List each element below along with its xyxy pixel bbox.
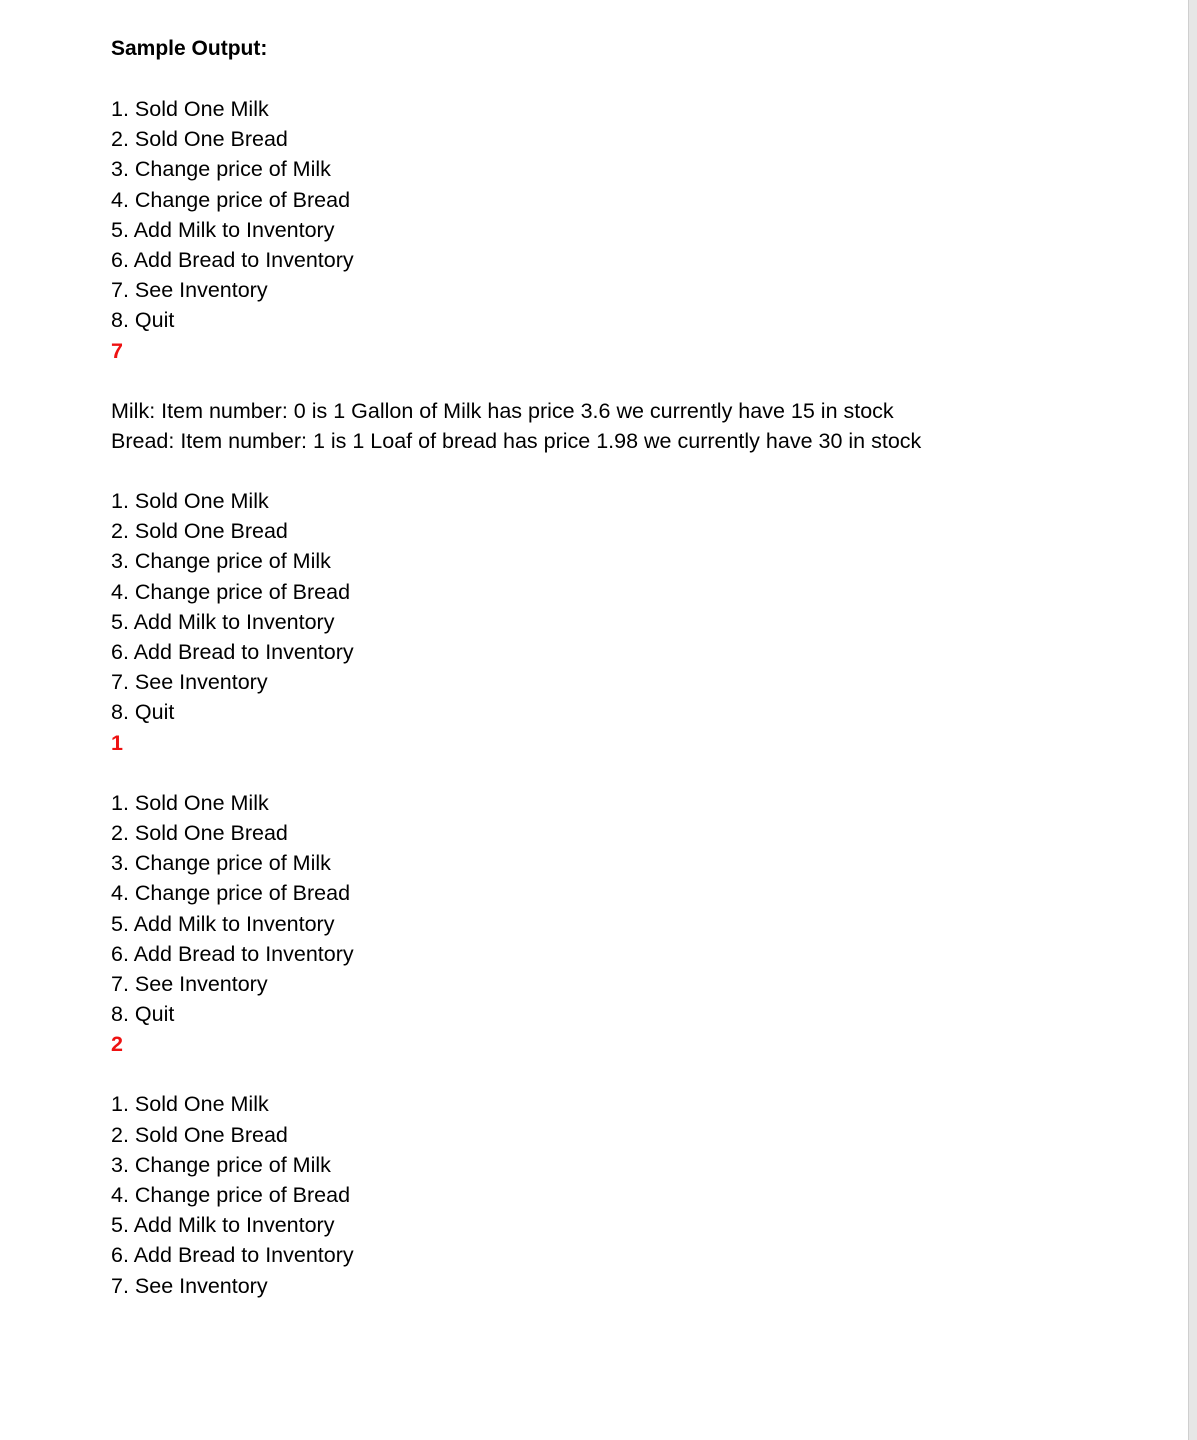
menu-item: 8. Quit	[111, 1002, 175, 1027]
menu-item: 8. Quit	[111, 308, 175, 333]
menu-item: 1. Sold One Milk	[111, 97, 269, 121]
inventory-milk-line: Milk: Item number: 0 is 1 Gallon of Milk has price 3.6 we currently have 15 in stock	[111, 398, 894, 423]
menu-block-4	[111, 1089, 1171, 1300]
spacer	[111, 366, 1171, 396]
menu-block-2	[111, 486, 1171, 728]
spacer	[111, 1059, 1171, 1089]
menu-item: 1. Sold One Milk	[111, 489, 269, 514]
menu-block-1	[111, 94, 1171, 336]
menu-item: 4. Change price of Bread	[111, 579, 351, 604]
user-input: 7	[111, 338, 123, 363]
menu-item: 2. Sold One Bread	[111, 519, 288, 544]
inventory-bread-line: Bread: Item number: 1 is 1 Loaf of bread has price 1.98 we currently have 30 in stock	[111, 428, 922, 453]
menu-item: 4. Change price of Bread	[111, 881, 351, 906]
menu-item: 1. Sold One Milk	[111, 790, 269, 815]
spacer	[111, 758, 1171, 788]
menu-item: 5. Add Milk to Inventory	[111, 1213, 335, 1238]
menu-item: 5. Add Milk to Inventory	[111, 911, 335, 936]
menu-item: 3. Change price of Milk	[111, 157, 331, 182]
menu-item: 6. Add Bread to Inventory	[111, 640, 354, 664]
page-edge-divider	[1188, 0, 1197, 1440]
user-input: 1	[111, 730, 123, 755]
menu-item: 5. Add Milk to Inventory	[111, 609, 335, 634]
spacer	[111, 64, 1171, 94]
menu-block-3	[111, 788, 1171, 1030]
menu-item: 7. See Inventory	[111, 971, 268, 996]
menu-item: 3. Change price of Milk	[111, 1152, 331, 1177]
menu-item: 6. Add Bread to Inventory	[111, 247, 354, 272]
menu-item: 3. Change price of Milk	[111, 851, 331, 876]
menu-item: 6. Add Bread to Inventory	[111, 1243, 354, 1268]
menu-item: 2. Sold One Bread	[111, 127, 288, 152]
menu-item: 7. See Inventory	[111, 670, 268, 695]
menu-item: 5. Add Milk to Inventory	[111, 217, 335, 242]
menu-item: 7. See Inventory	[111, 278, 268, 303]
document-content	[111, 34, 1171, 1301]
menu-item: 3. Change price of Milk	[111, 549, 331, 574]
menu-item: 2. Sold One Bread	[111, 820, 288, 845]
user-input: 2	[111, 1032, 123, 1057]
menu-item: 1. Sold One Milk	[111, 1092, 269, 1117]
menu-item: 4. Change price of Bread	[111, 187, 351, 212]
menu-item: 2. Sold One Bread	[111, 1122, 288, 1147]
spacer	[111, 456, 1171, 486]
menu-item: 8. Quit	[111, 700, 175, 725]
menu-item: 7. See Inventory	[111, 1273, 268, 1298]
sample-output-heading: Sample Output:	[111, 37, 268, 60]
menu-item: 6. Add Bread to Inventory	[111, 941, 354, 966]
menu-item: 4. Change price of Bread	[111, 1183, 351, 1207]
